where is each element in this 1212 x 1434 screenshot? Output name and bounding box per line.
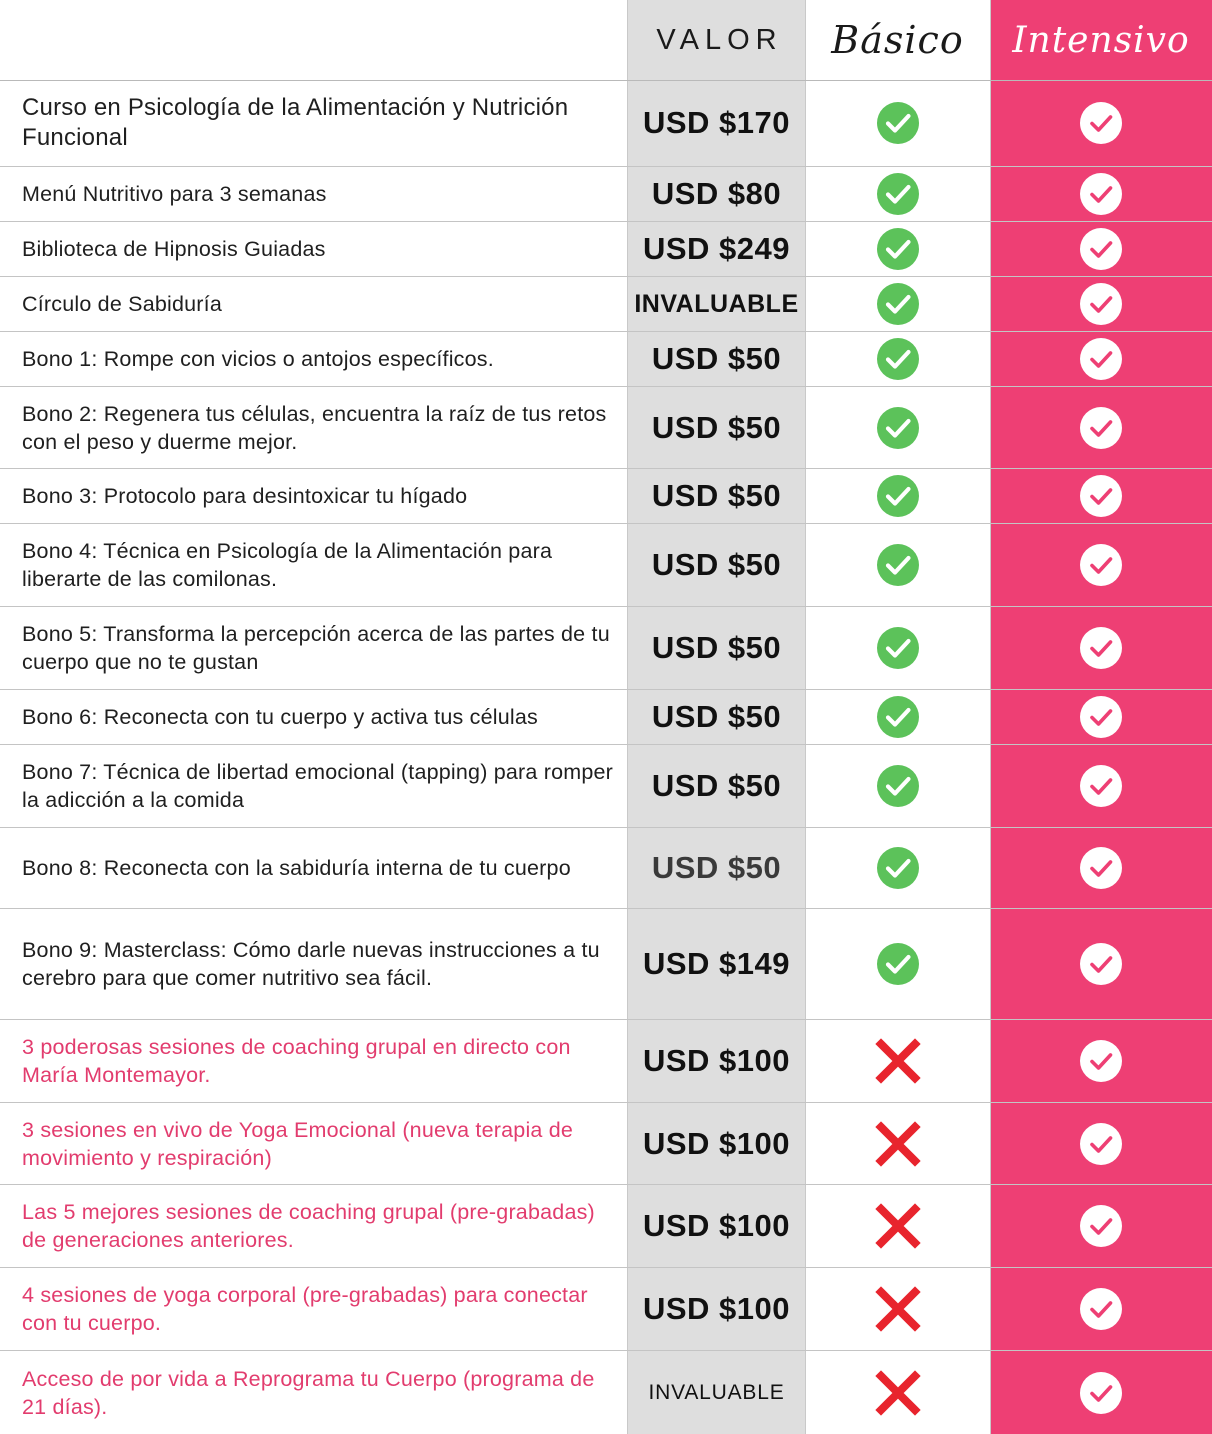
intensivo-cell bbox=[990, 745, 1212, 827]
feature-label: 4 sesiones de yoga corporal (pre-grabadas) para conectar con tu cuerpo. bbox=[22, 1283, 588, 1335]
check-icon bbox=[1079, 1122, 1123, 1166]
intensivo-cell bbox=[990, 80, 1212, 166]
basico-cell bbox=[805, 277, 990, 331]
cross-icon bbox=[875, 1038, 921, 1084]
check-icon bbox=[876, 764, 920, 808]
basico-cell bbox=[805, 909, 990, 1019]
valor-cell: USD $100 bbox=[642, 1208, 791, 1243]
basico-cell bbox=[805, 167, 990, 221]
intensivo-cell bbox=[990, 909, 1212, 1019]
table-row bbox=[0, 1351, 1212, 1434]
feature-label: Bono 9: Masterclass: Cómo darle nuevas instrucciones a tu cerebro para que comer nutritivo sea fácil. bbox=[22, 938, 600, 990]
valor-cell: USD $50 bbox=[651, 478, 782, 513]
intensivo-cell bbox=[990, 1268, 1212, 1350]
table-row bbox=[0, 167, 1212, 222]
valor-cell: USD $50 bbox=[651, 699, 782, 734]
check-icon bbox=[876, 227, 920, 271]
feature-label: Bono 1: Rompe con vicios o antojos específicos. bbox=[22, 347, 494, 371]
valor-cell: USD $50 bbox=[651, 850, 782, 885]
check-icon bbox=[876, 282, 920, 326]
table-row bbox=[0, 607, 1212, 690]
basico-cell bbox=[805, 222, 990, 276]
check-icon bbox=[876, 942, 920, 986]
feature-label: Bono 5: Transforma la percepción acerca de las partes de tu cuerpo que no te gustan bbox=[22, 622, 610, 674]
intensivo-column-header: Intensivo bbox=[1012, 19, 1190, 61]
feature-label: 3 poderosas sesiones de coaching grupal en directo con María Montemayor. bbox=[22, 1035, 571, 1087]
table-row bbox=[0, 909, 1212, 1020]
table-row bbox=[0, 387, 1212, 469]
valor-column-header: VALOR bbox=[656, 23, 783, 56]
table-row bbox=[0, 1268, 1212, 1351]
check-icon bbox=[1079, 1204, 1123, 1248]
table-row bbox=[0, 80, 1212, 167]
feature-label: Las 5 mejores sesiones de coaching grupal (pre-grabadas) de generaciones anteriores. bbox=[22, 1200, 595, 1252]
intensivo-cell bbox=[990, 690, 1212, 744]
table-row bbox=[0, 469, 1212, 524]
basico-cell bbox=[805, 607, 990, 689]
basico-cell bbox=[805, 1268, 990, 1350]
table-row bbox=[0, 1103, 1212, 1185]
feature-label: Bono 8: Reconecta con la sabiduría interna de tu cuerpo bbox=[22, 856, 571, 880]
valor-cell: USD $100 bbox=[642, 1043, 791, 1078]
intensivo-cell bbox=[990, 1103, 1212, 1184]
valor-cell: USD $100 bbox=[642, 1125, 791, 1161]
intensivo-cell bbox=[990, 277, 1212, 331]
check-icon bbox=[1079, 846, 1123, 890]
table-row bbox=[0, 277, 1212, 332]
feature-label: Biblioteca de Hipnosis Guiadas bbox=[22, 237, 326, 261]
intensivo-cell bbox=[990, 828, 1212, 908]
check-icon bbox=[1079, 764, 1123, 808]
basico-column-header: Básico bbox=[831, 18, 964, 62]
check-icon bbox=[1079, 474, 1123, 518]
cross-icon bbox=[875, 1203, 921, 1249]
check-icon bbox=[1079, 543, 1123, 587]
table-row bbox=[0, 690, 1212, 745]
valor-cell: USD $50 bbox=[651, 409, 782, 445]
table-row bbox=[0, 828, 1212, 909]
feature-label: Bono 3: Protocolo para desintoxicar tu hígado bbox=[22, 484, 468, 508]
check-icon bbox=[876, 101, 920, 145]
basico-cell bbox=[805, 1185, 990, 1267]
cross-icon bbox=[875, 1370, 921, 1416]
check-icon bbox=[1079, 695, 1123, 739]
intensivo-cell bbox=[990, 607, 1212, 689]
feature-label: 3 sesiones en vivo de Yoga Emocional (nueva terapia de movimiento y respiración) bbox=[22, 1117, 574, 1170]
basico-cell bbox=[805, 387, 990, 468]
check-icon bbox=[1079, 101, 1123, 145]
valor-cell: USD $100 bbox=[642, 1291, 791, 1326]
table-row bbox=[0, 1185, 1212, 1268]
check-icon bbox=[876, 337, 920, 381]
check-icon bbox=[1079, 942, 1123, 986]
check-icon bbox=[876, 543, 920, 587]
check-icon bbox=[876, 695, 920, 739]
intensivo-cell bbox=[990, 1185, 1212, 1267]
cross-icon bbox=[875, 1286, 921, 1332]
valor-cell: INVALUABLE bbox=[648, 1380, 785, 1404]
table-row bbox=[0, 745, 1212, 828]
valor-cell: USD $170 bbox=[642, 105, 791, 140]
check-icon bbox=[1079, 1371, 1123, 1415]
check-icon bbox=[876, 626, 920, 670]
check-icon bbox=[1079, 406, 1123, 450]
check-icon bbox=[876, 846, 920, 890]
basico-cell bbox=[805, 1103, 990, 1184]
valor-cell: USD $50 bbox=[651, 768, 782, 803]
basico-cell bbox=[805, 690, 990, 744]
basico-cell bbox=[805, 828, 990, 908]
feature-label: Menú Nutritivo para 3 semanas bbox=[22, 182, 327, 206]
table-row bbox=[0, 222, 1212, 277]
table-row bbox=[0, 1020, 1212, 1103]
check-icon bbox=[1079, 282, 1123, 326]
feature-label: Curso en Psicología de la Alimentación y Nutrición Funcional bbox=[22, 94, 569, 151]
basico-cell bbox=[805, 469, 990, 523]
check-icon bbox=[1079, 227, 1123, 271]
feature-label: Bono 6: Reconecta con tu cuerpo y activa tus células bbox=[22, 705, 538, 729]
check-icon bbox=[876, 172, 920, 216]
basico-cell bbox=[805, 1020, 990, 1102]
intensivo-cell bbox=[990, 222, 1212, 276]
basico-cell bbox=[805, 745, 990, 827]
check-icon bbox=[1079, 337, 1123, 381]
intensivo-cell bbox=[990, 469, 1212, 523]
valor-cell: INVALUABLE bbox=[634, 289, 799, 318]
table-row bbox=[0, 332, 1212, 387]
valor-cell: USD $80 bbox=[651, 176, 782, 211]
check-icon bbox=[1079, 626, 1123, 670]
cross-icon bbox=[875, 1121, 921, 1167]
intensivo-cell bbox=[990, 167, 1212, 221]
basico-cell bbox=[805, 80, 990, 166]
check-icon bbox=[1079, 172, 1123, 216]
basico-cell bbox=[805, 524, 990, 606]
intensivo-cell bbox=[990, 332, 1212, 386]
intensivo-cell bbox=[990, 387, 1212, 468]
check-icon bbox=[1079, 1287, 1123, 1331]
check-icon bbox=[876, 406, 920, 450]
table-header bbox=[0, 0, 1212, 81]
feature-label: Bono 7: Técnica de libertad emocional (tapping) para romper la adicción a la comida bbox=[22, 760, 614, 812]
check-icon bbox=[876, 474, 920, 518]
check-icon bbox=[1079, 1039, 1123, 1083]
valor-cell: USD $50 bbox=[651, 341, 782, 376]
intensivo-cell bbox=[990, 524, 1212, 606]
table-row bbox=[0, 524, 1212, 607]
valor-cell: USD $149 bbox=[642, 946, 791, 981]
basico-cell bbox=[805, 1351, 990, 1434]
feature-label: Bono 4: Técnica en Psicología de la Alimentación para liberarte de las comilonas. bbox=[22, 539, 553, 591]
valor-cell: USD $50 bbox=[651, 630, 782, 665]
intensivo-cell bbox=[990, 1020, 1212, 1102]
feature-label: Bono 2: Regenera tus células, encuentra la raíz de tus retos con el peso y duerme mejor. bbox=[22, 401, 607, 454]
feature-label: Círculo de Sabiduría bbox=[22, 292, 222, 316]
valor-cell: USD $249 bbox=[642, 231, 791, 266]
valor-cell: USD $50 bbox=[651, 547, 782, 582]
intensivo-cell bbox=[990, 1351, 1212, 1434]
basico-cell bbox=[805, 332, 990, 386]
feature-label: Acceso de por vida a Reprograma tu Cuerpo (programa de 21 días). bbox=[22, 1366, 595, 1419]
